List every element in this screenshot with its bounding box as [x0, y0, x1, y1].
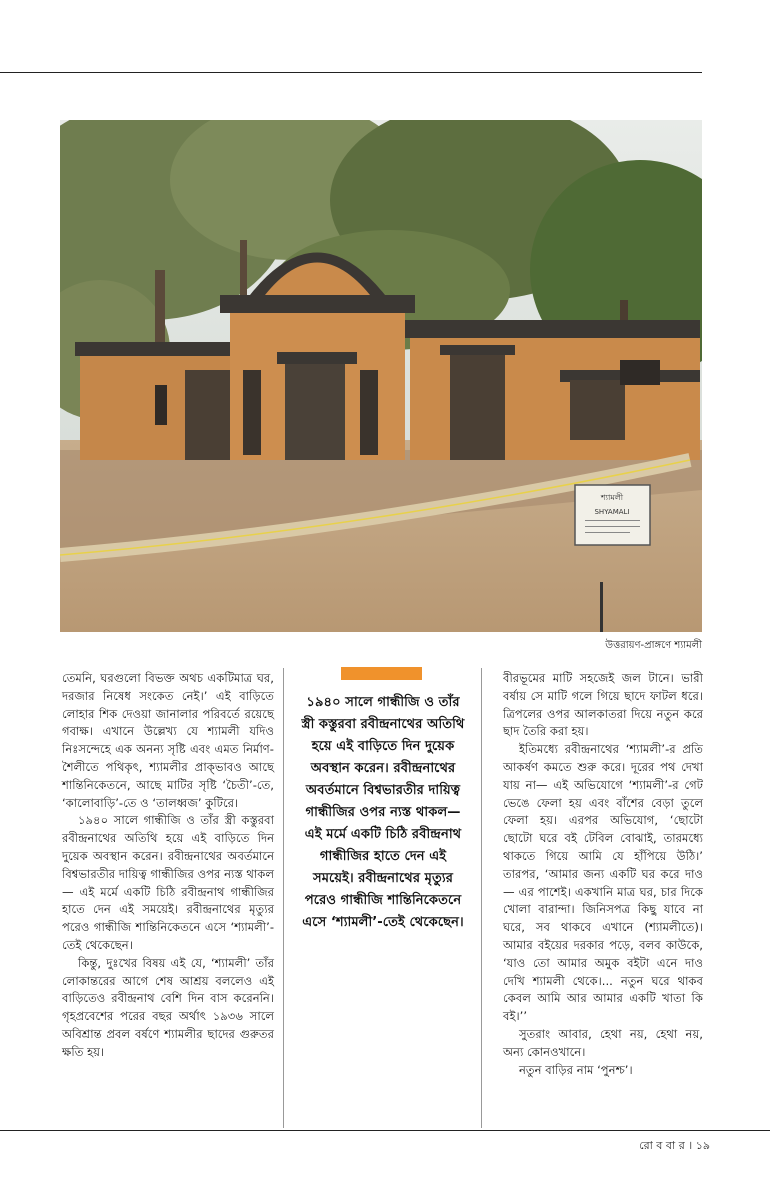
top-rule: [0, 72, 702, 73]
left-text-column: [62, 670, 274, 1062]
page-folio: রো ব বা র । ১৯: [639, 1139, 710, 1152]
column-divider-right: [481, 668, 482, 1128]
photo-caption: উত্তরায়ণ-প্রাঙ্গণে শ্যামলী: [605, 640, 702, 651]
column-divider-left: [283, 668, 284, 1128]
left-paragraph: তেমনি, ঘরগুলো বিভক্ত অথচ একটিমাত্র ঘর, দরজার নিষেধ সংকেত নেই।’ এই বাড়িতে লোহার শিক দেওয়া জানালার পরিবর্তে রয়েছে গবাক্ষ। এখানে উল্লেখ্য যে শ্যামলী যদিও নিঃসন্দেহে এক অনন্য সৃষ্টি এবং এমত নির্মাণ-শৈলীতে পথিকৃৎ, শ্যামলীর প্রাক্ভাবও আছে শান্তিনিকেতনে, আছে মাটির সৃষ্টি ‘চৈতী’-তে, ‘কালোবাড়ি’-তে ও ‘তালধ্বজ’ কুটিরে।: [62, 671, 274, 810]
right-paragraph: নতুন বাড়ির নাম ‘পুনশ্চ’।: [519, 1062, 633, 1077]
right-paragraph: ইতিমধ্যে রবীন্দ্রনাথের ‘শ্যামলী’-র প্রতি আকর্ষণ কমতে শুরু করে। দূরের পথ দেখা যায় না— এই অভিযোগে ‘শ্যামলী’-র গেট ভেঙে ফেলা হয় এবং বাঁশের বেড়া তুলে ফেলা হয়। এরপর অভিযোগ, ‘ছোটো ছোটো ঘরে বই টেবিল বোঝাই, তারমধ্যে থাকতে গিয়ে আমি যে হাঁপিয়ে উঠি।’ তারপর, ‘আমার জন্য একটি ঘর করে দাও— এর পাশেই। একখানি মাত্র ঘর, চার দিকে খোলা বারান্দা। জিনিসপত্র কিছু যাবে না ঘরে, সব থাকবে এখানে (শ্যামলীতে)। আমার বইয়ের দরকার পড়ে, বলব কাউকে, ‘যাও তো আমার অমুক বইটা এনে দাও দেখি শ্যামলী থেকে।... নতুন ঘরে থাকব কেবল আমি আর আমার একটি খাতা কি বই।’’: [503, 742, 703, 1024]
sign-title: শ্যামলী: [600, 493, 624, 502]
shyamali-house-photo: [60, 120, 702, 632]
left-paragraph: কিন্তু, দুঃখের বিষয় এই যে, ‘শ্যামলী’ তাঁর লোকান্তরের আগে শেষ আশ্রয় বললেও এই বাড়িতেও রবীন্দ্রনাথ বেশি দিন বাস করেননি। গৃহপ্রবেশের পরের বছর অর্থাৎ ১৯৩৬ সালে অবিশ্রান্ত প্রবল বর্ষণে শ্যামলীর ছাদের গুরুতর ক্ষতি হয়।: [62, 955, 274, 1059]
right-text-column: [503, 670, 703, 1079]
bottom-rule: [0, 1130, 770, 1131]
pull-quote-accent-bar: [341, 667, 422, 680]
right-paragraph: সুতরাং আবার, হেথা নয়, হেথা নয়, অন্য কোনওখানে।: [503, 1026, 703, 1059]
sign-name: SHYAMALI: [594, 508, 630, 516]
right-paragraph: বীরভূমের মাটি সহজেই জল টানে। ভারী বর্ষায় সে মাটি গলে গিয়ে ছাদে ফাটল ধরে। ত্রিপলের ওপর আলকাতরা দিয়ে নতুন করে ছাদ তৈরি করা হয়।: [503, 671, 703, 739]
pull-quote: ১৯৪০ সালে গান্ধীজি ও তাঁর স্ত্রী কস্তুরবা রবীন্দ্রনাথের অতিথি হয়ে এই বাড়িতে দিন দুয়েক অবস্থান করেন। রবীন্দ্রনাথের অবর্তমানে বিশ্বভারতীর দায়িত্ব গান্ধীজির ওপর ন্যস্ত থাকল— এই মর্মে একটি চিঠি রবীন্দ্রনাথ গান্ধীজির হাতে দেন এই সময়েই। রবীন্দ্রনাথের মৃত্যুর পরেও গান্ধীজি শান্তিনিকেতনে এসে ‘শ্যামলী’-তেই থেকেছেন।: [301, 695, 465, 930]
left-paragraph: ১৯৪০ সালে গান্ধীজি ও তাঁর স্ত্রী কস্তুরবা রবীন্দ্রনাথের অতিথি হয়ে এই বাড়িতে দিন দুয়েক অবস্থান করেন। রবীন্দ্রনাথের অবর্তমানে বিশ্বভারতীর দায়িত্ব গান্ধীজির ওপর ন্যস্ত থাকল— এই মর্মে একটি চিঠি রবীন্দ্রনাথ গান্ধীজির হাতে দেন এই সময়েই। রবীন্দ্রনাথের মৃত্যুর পরেও গান্ধীজি শান্তিনিকেতনে এসে ‘শ্যামলী’-তেই থেকেছেন।: [62, 813, 274, 952]
